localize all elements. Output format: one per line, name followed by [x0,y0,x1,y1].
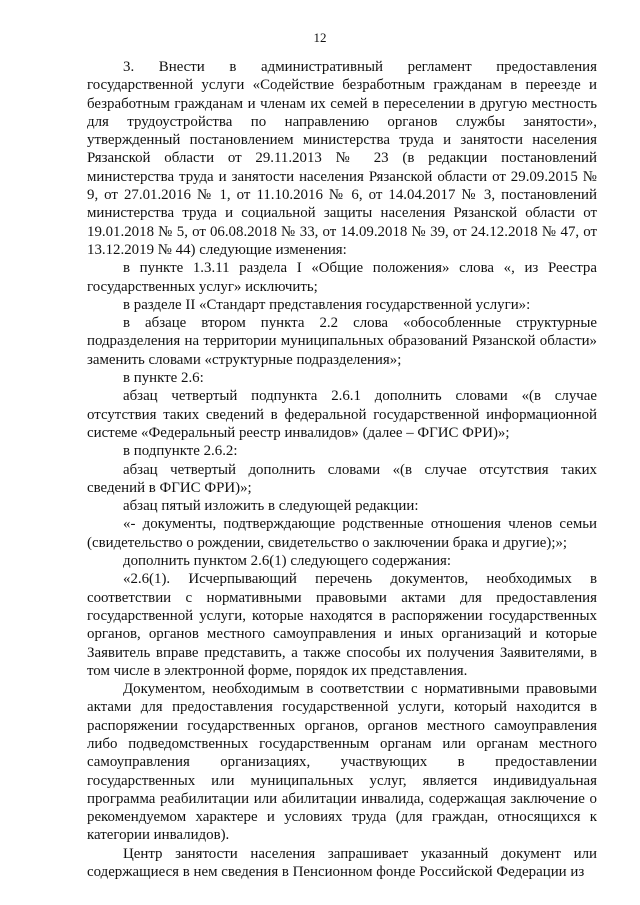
paragraph-item-1-3-11: в пункте 1.3.11 раздела I «Общие положения» слова «, из Реестра государственных услуг» исключить; [87,260,597,295]
paragraph-subitem-2-6-2: в подпункте 2.6.2: [123,443,238,460]
paragraph-subitem-2-6-1: абзац четвертый подпункта 2.6.1 дополнить словами «(в случае отсутствия таких сведений в федеральной государственной информационной системе «Федеральный реестр инвалидов» (далее – ФГИС ФРИ)»; [87,388,597,441]
paragraph-item-2-2: в абзаце втором пункта 2.2 слова «обособленные структурные подразделения на территории муниципальных образований Рязанской области» заменить словами «структурные подразделения»; [87,315,597,368]
paragraph-section-2: в разделе II «Стандарт представления государственной услуги»: [123,296,531,313]
paragraph-amend-regulation: 3. Внести в административный регламент предоставления государственной услуги «Содействие безработным гражданам в переезде и безработным гражданам и членам их семей в переселении в другую местность для трудоустройства по направлению органов службы занятости», утвержденный постановлением министерства труда и занятости населения Рязанской области от 29.11.2013 № 23 (в редакции постановлений министерства труда и занятости населения Рязанской области от 29.09.2015 № 9, от 27.01.2016 № 1, от 11.10.2016 № 6, от 14.04.2017 № 3, постановлений министерства труда и социальной защиты населения Рязанской области от 19.01.2018 № 5, от 06.08.2018 № 33, от 14.09.2018 № 39, от 24.12.2018 № 47, от 13.12.2019 № 44) следующие изменения: [87,59,597,258]
document-body [87,58,597,881]
paragraph-employment-center: Центр занятости населения запрашивает указанный документ или содержащиеся в нем сведения в Пенсионном фонде Российской Федерации из [87,845,597,881]
paragraph-item-2-6: в пункте 2.6: [123,370,204,387]
page-number: 12 [313,30,327,45]
paragraph-fifth-abzac: абзац пятый изложить в следующей редакции: [123,498,419,515]
paragraph-required-document: Документом, необходимым в соответствии с нормативными правовыми актами для предоставления государственной услуги, который находится в распоряжении государственных органов, органов местного самоуправления либо подведомственных государственным органам или органам местного самоуправления организациях, участвующих в предоставлении государственных или муниципальных услуг, является индивидуальная программа реабилитации или абилитации инвалида, содержащая заключение о рекомендуемом характере и условиях труда (для граждан, относящихся к категории инвалидов). [87,681,597,844]
paragraph-fourth-abzac: абзац четвертый дополнить словами «(в случае отсутствия таких сведений в ФГИС ФРИ)»; [87,461,597,496]
paragraph-add-item-2-6-1: дополнить пунктом 2.6(1) следующего содержания: [123,553,452,570]
paragraph-item-2-6-1-text: «2.6(1). Исчерпывающий перечень документов, необходимых в соответствии с нормативными правовыми актами для предоставления государственной услуги, которые находятся в распоряжении государственных органов, органов местного самоуправления и иных организаций и которые Заявитель вправе представить, а также способы их получения Заявителями, в том числе в электронной форме, порядок их представления. [87,571,597,679]
paragraph-family-documents: «- документы, подтверждающие родственные отношения членов семьи (свидетельство о рождении, свидетельство о заключении брака и другие);»; [87,516,597,551]
